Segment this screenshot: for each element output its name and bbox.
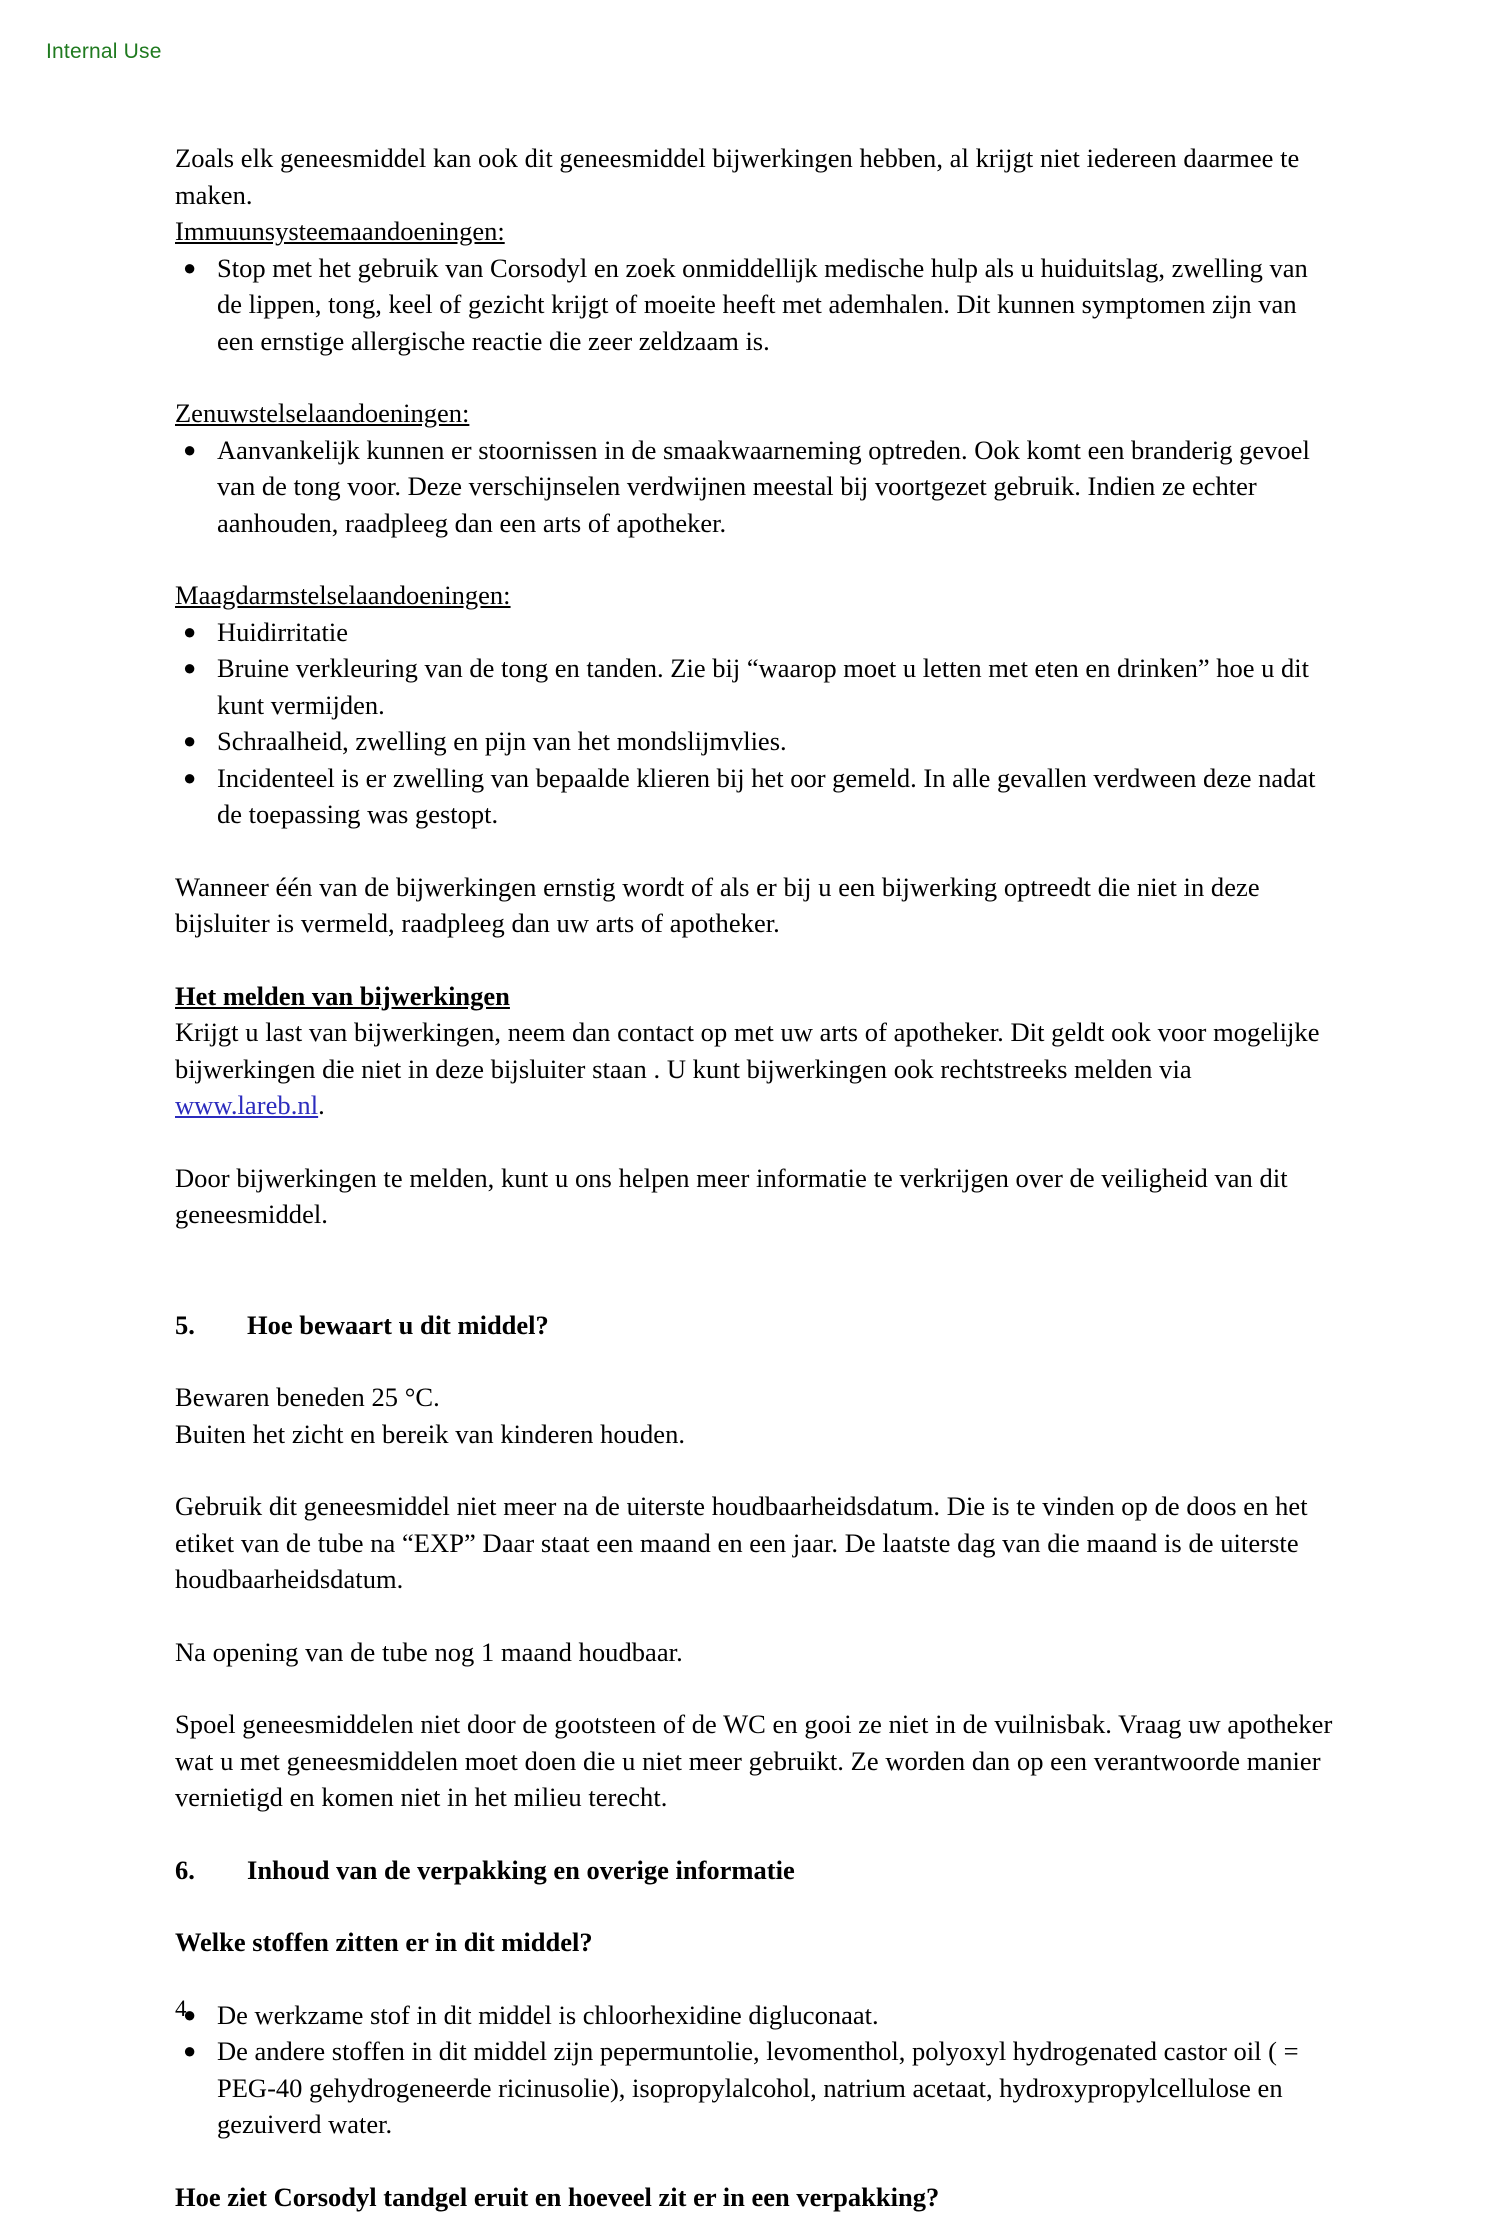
section-5-heading xyxy=(175,1307,1335,1344)
spacer xyxy=(175,2143,1335,2179)
section-6-title: Inhoud van de verpakking en overige informatie xyxy=(247,1855,795,1885)
section-6-heading xyxy=(175,1852,1335,1889)
heading-zenuwstelselaandoeningen xyxy=(175,395,1335,432)
reporting-text-after-link: . xyxy=(318,1090,325,1120)
list-item xyxy=(175,723,1335,760)
spacer xyxy=(175,1670,1335,1706)
list-item-text: Incidenteel is er zwelling van bepaalde klieren bij het oor gemeld. In alle gevallen verdween deze nadat de toepassing was gestopt. xyxy=(217,763,1316,830)
bullet-dot-icon: ● xyxy=(183,614,196,651)
list-item-text: Bruine verkleuring van de tong en tanden. Zie bij “waarop moet u letten met eten en drinken” hoe u dit kunt vermijden. xyxy=(217,653,1309,720)
reporting-follow-paragraph: Door bijwerkingen te melden, kunt u ons helpen meer informatie te verkrijgen over de veiligheid van dit geneesmiddel. xyxy=(175,1160,1335,1233)
bullet-dot-icon: ● xyxy=(183,250,196,287)
list-item xyxy=(175,250,1335,360)
spacer xyxy=(175,1452,1335,1488)
subheading-welke-stoffen: Welke stoffen zitten er in dit middel? xyxy=(175,1924,1335,1961)
bullet-dot-icon: ● xyxy=(183,432,196,469)
heading-immuunsysteemaandoeningen xyxy=(175,213,1335,250)
storage-temperature: Bewaren beneden 25 °C. xyxy=(175,1379,1335,1416)
bullet-dot-icon: ● xyxy=(183,723,196,760)
spacer xyxy=(175,1961,1335,1997)
heading-het-melden-van-bijwerkingen-text: Het melden van bijwerkingen xyxy=(175,981,510,1011)
list-item-text: De werkzame stof in dit middel is chloorhexidine digluconaat. xyxy=(217,2000,879,2030)
reporting-paragraph xyxy=(175,1014,1335,1124)
section-5-title: Hoe bewaart u dit middel? xyxy=(247,1310,549,1340)
list-item xyxy=(175,760,1335,833)
nervous-bullet-list xyxy=(175,432,1335,542)
spacer xyxy=(175,541,1335,577)
spacer xyxy=(175,1598,1335,1634)
spacer xyxy=(175,1343,1335,1379)
reporting-text-before-link: Krijgt u last van bijwerkingen, neem dan contact op met uw arts of apotheker. Dit geldt ook voor mogelijke bijwerkingen die niet in deze bijsluiter staan . U kunt bijwerkingen ook rechtstreeks melden via xyxy=(175,1017,1320,1084)
storage-children: Buiten het zicht en bereik van kinderen houden. xyxy=(175,1416,1335,1453)
list-item xyxy=(175,650,1335,723)
list-item xyxy=(175,614,1335,651)
list-item xyxy=(175,2033,1335,2143)
list-item xyxy=(175,432,1335,542)
list-item xyxy=(175,1997,1335,2034)
storage-after-opening: Na opening van de tube nog 1 maand houdbaar. xyxy=(175,1634,1335,1671)
spacer xyxy=(175,942,1335,978)
subheading-hoe-ziet-corsodyl: Hoe ziet Corsodyl tandgel eruit en hoeveel zit er in een verpakking? xyxy=(175,2179,1335,2215)
spacer xyxy=(175,833,1335,869)
spacer xyxy=(175,1233,1335,1307)
heading-het-melden-van-bijwerkingen xyxy=(175,978,1335,1015)
spacer xyxy=(175,359,1335,395)
heading-maagdarmstelselaandoeningen-text: Maagdarmstelselaandoeningen: xyxy=(175,580,511,610)
immune-bullet-list xyxy=(175,250,1335,360)
intro-paragraph: Zoals elk geneesmiddel kan ook dit geneesmiddel bijwerkingen hebben, al krijgt niet iedereen daarmee te maken. xyxy=(175,140,1335,213)
storage-disposal: Spoel geneesmiddelen niet door de gootsteen of de WC en gooi ze niet in de vuilnisbak. Vraag uw apotheker wat u met geneesmiddelen moet doen die u niet meer gebruikt. Ze worden dan op een verantwoorde manier vernietigd en komen niet in het milieu terecht. xyxy=(175,1706,1335,1816)
document-body xyxy=(175,140,1335,2215)
serious-side-effect-note: Wanneer één van de bijwerkingen ernstig wordt of als er bij u een bijwerking optreedt die niet in deze bijsluiter is vermeld, raadpleeg dan uw arts of apotheker. xyxy=(175,869,1335,942)
gastro-bullet-list xyxy=(175,614,1335,833)
list-item-text: Huidirritatie xyxy=(217,617,348,647)
list-item-text: De andere stoffen in dit middel zijn pepermuntolie, levomenthol, polyoxyl hydrogenated castor oil ( = PEG-40 gehydrogeneerde ricinusolie), isopropylalcohol, natrium acetaat, hydroxypropylcellulose en gezuiverd water. xyxy=(217,2036,1299,2139)
list-item-text: Stop met het gebruik van Corsodyl en zoek onmiddellijk medische hulp als u huiduitslag, zwelling van de lippen, tong, keel of gezicht krijgt of moeite heeft met ademhalen. Dit kunnen symptomen zijn van een ernstige allergische reactie die zeer zeldzaam is. xyxy=(217,253,1308,356)
heading-immuunsysteemaandoeningen-text: Immuunsysteemaandoeningen: xyxy=(175,216,505,246)
bullet-dot-icon: ● xyxy=(183,2033,196,2070)
heading-maagdarmstelselaandoeningen xyxy=(175,577,1335,614)
bullet-dot-icon: ● xyxy=(183,1997,196,2034)
storage-expiry: Gebruik dit geneesmiddel niet meer na de uiterste houdbaarheidsdatum. Die is te vinden op de doos en het etiket van de tube na “EXP” Daar staat een maand en een jaar. De laatste dag van die maand is de uiterste houdbaarheidsdatum. xyxy=(175,1488,1335,1598)
spacer xyxy=(175,1124,1335,1160)
list-item-text: Aanvankelijk kunnen er stoornissen in de smaakwaarneming optreden. Ook komt een branderig gevoel van de tong voor. Deze verschijnselen verdwijnen meestal bij voortgezet gebruik. Indien ze echter aanhouden, raadpleeg dan een arts of apotheker. xyxy=(217,435,1310,538)
spacer xyxy=(175,1816,1335,1852)
classification-header: Internal Use xyxy=(46,40,162,64)
section-6-number: 6. xyxy=(175,1852,247,1889)
page-number: 4 xyxy=(175,1995,187,2023)
lareb-link[interactable]: www.lareb.nl xyxy=(175,1090,318,1120)
ingredients-bullet-list xyxy=(175,1997,1335,2143)
spacer xyxy=(175,1888,1335,1924)
list-item-text: Schraalheid, zwelling en pijn van het mondslijmvlies. xyxy=(217,726,787,756)
bullet-dot-icon: ● xyxy=(183,650,196,687)
bullet-dot-icon: ● xyxy=(183,760,196,797)
heading-zenuwstelselaandoeningen-text: Zenuwstelselaandoeningen: xyxy=(175,398,469,428)
section-5-number: 5. xyxy=(175,1307,247,1344)
